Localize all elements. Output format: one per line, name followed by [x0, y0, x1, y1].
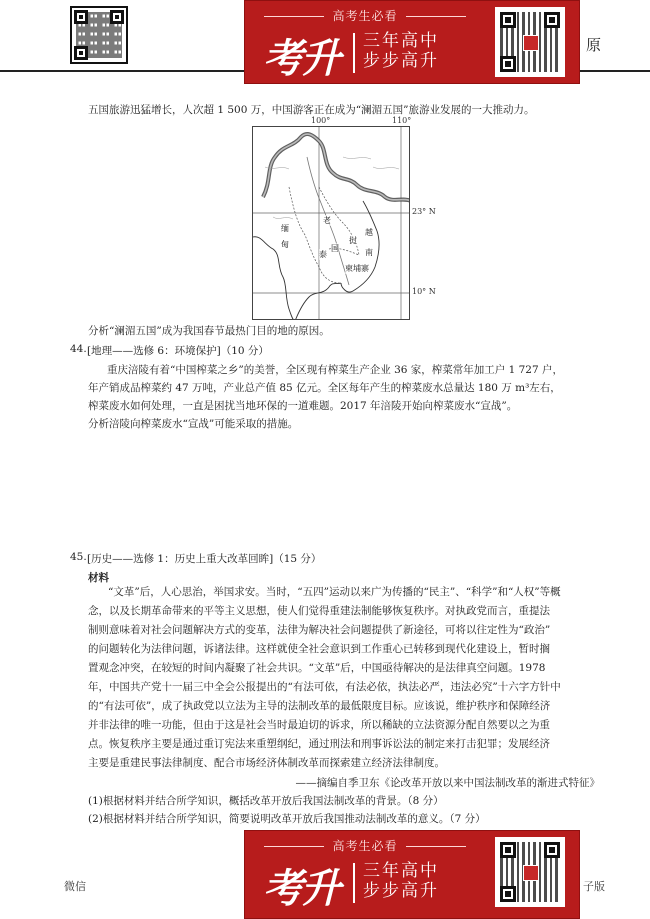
map-drawing	[253, 127, 410, 320]
q45-title: [历史——选修 1：历史上重大改革回眸]（15 分）	[87, 553, 322, 565]
label-laos: 老	[323, 216, 331, 225]
material-line: 制则意味着对社会问题解决方式的变革，法律为解决社会问题提供了新途径，可将以往定性为“政治”	[88, 624, 551, 636]
promo-banner-bottom[interactable]	[244, 830, 580, 919]
obscured-text-line: 2018 年春节假期，前境游首的地。 在过陆村为境旅游发布 澜湄五国 旅游报告显示，中国游客赴	[88, 88, 538, 100]
material-line: 主要是重建民事法律制度、配合市场经济体制改革而探索建立经济法律制度。	[88, 757, 445, 769]
banner-qr-code[interactable]	[495, 7, 565, 77]
q45-number: 45.	[70, 551, 87, 563]
qr-code-top-left[interactable]	[70, 6, 128, 64]
qr-finder	[500, 56, 516, 72]
banner-tagline: 高考生必看	[245, 7, 485, 24]
qr-finder	[544, 842, 560, 858]
material-line: 置观念冲突，在较短的时间内凝聚了社会共识。“文革”后，中国亟待解决的是法律真空问题。1978	[88, 662, 546, 674]
label-thailand: 泰	[319, 250, 327, 259]
q44-title: [地理——选修 6：环境保护]（10 分）	[87, 345, 269, 357]
qr-finder	[74, 46, 88, 60]
banner-slogan	[363, 31, 439, 71]
mekong-region-map	[252, 126, 410, 320]
label-cambodia: 柬埔寨	[345, 264, 369, 273]
q44-paragraph-line-3: 榨菜废水如何处理，一直是困扰当地环保的一道难题。2017 年涪陵开始向榨菜废水“宣战”。	[88, 400, 518, 412]
banner-slogan	[363, 861, 439, 901]
material-line: “文革”后，人心思治，举国求安。当时，“五四”运动以来广为传播的“民主”、“科学”和“人权”等概	[108, 586, 561, 598]
material-line: 的问题转化为法律问题，诉诸法律。这样就使全社会意识到工作重心已转移到现代化建设上，暂时搁	[88, 643, 550, 655]
label-vietnam-2: 南	[365, 248, 373, 257]
qr-finder	[500, 886, 516, 902]
label-vietnam: 越	[365, 228, 373, 237]
promo-banner-top[interactable]	[244, 0, 580, 84]
q43-question: 分析“澜湄五国”成为我国春节最热门目的地的原因。	[88, 325, 330, 337]
qr-finder	[544, 12, 560, 28]
slogan-line-1: 三年高中	[363, 861, 439, 881]
material-line: 念，以及长期革命带来的平等主义思想，使人们觉得重建法制能够恢复秩序。对执政党而言，重提法	[88, 605, 550, 617]
lon-100-label: 100°	[311, 116, 331, 125]
lat-23-label: 23° N	[412, 207, 436, 216]
material-line: 并非法律的唯一功能，但由于这是社会当时最迫切的诉求，所以稀缺的立法资源分配自然要以之为重	[88, 719, 550, 731]
footer-right-text: 子版	[583, 880, 605, 893]
qr-finder	[500, 12, 516, 28]
q44-paragraph-line-2: 年产销成品榨菜约 47 万吨，产业总产值 85 亿元。全区每年产生的榨菜废水总量达 180 万 m³左右，	[88, 382, 561, 394]
q44-number: 44.	[70, 343, 87, 355]
lat-10-label: 10° N	[412, 287, 436, 296]
q45-subquestion-1: (1)根据材料并结合所学知识，概括改革开放后我国法制改革的背景。（8 分）	[88, 795, 444, 807]
banner-tagline: 高考生必看	[245, 837, 485, 854]
q44-paragraph-line-1: 重庆涪陵有着“中国榨菜之乡”的美誉，全区现有榨菜生产企业 36 家，榨菜常年加工户 1 727 户，	[107, 364, 564, 376]
qr-finder	[74, 10, 88, 24]
label-thailand-2: 国	[331, 244, 339, 253]
slogan-line-2: 步步高升	[363, 51, 439, 71]
label-myanmar-2: 甸	[281, 240, 289, 249]
qr-finder	[500, 842, 516, 858]
q44-question: 分析涪陵向榨菜废水“宣战”可能采取的措施。	[88, 418, 299, 430]
brand-logo: 考升	[263, 866, 339, 912]
label-myanmar: 缅	[281, 224, 289, 233]
q45-subquestion-2: (2)根据材料并结合所学知识，简要说明改革开放后我国推动法制改革的意义。（7 分）	[88, 813, 486, 825]
label-laos-2: 挝	[349, 236, 357, 245]
material-line: 的“有法可依”，成了执政党以立法为主导的法制改革的最低限度目标。应该说，维护秩序和保障经济	[88, 700, 551, 712]
q45-source: ——摘编自季卫东《论改革开放以来中国法制改革的渐进式特征》	[295, 777, 600, 789]
q45-material-label: 材料	[88, 572, 109, 584]
qr-center-logo	[523, 865, 539, 881]
q45-material-body	[88, 583, 608, 773]
slogan-line-2: 步步高升	[363, 881, 439, 901]
material-line: 点。恢复秩序主要是通过重订宪法来重塑纲纪，通过刑法和刑事诉讼法的制定来打击犯罪；发展经济	[88, 738, 550, 750]
footer-left-text: 微信	[64, 880, 86, 893]
lon-110-label: 110°	[392, 116, 412, 125]
banner-divider	[353, 863, 355, 903]
qr-center-logo	[523, 35, 539, 51]
q43-intro-line: 五国旅游迅猛增长，人次超 1 500 万，中国游客正在成为“澜湄五国”旅游业发展的一大推动力。	[88, 104, 535, 116]
brand-logo: 考升	[263, 36, 339, 82]
partial-header-char: 原	[586, 36, 602, 54]
slogan-line-1: 三年高中	[363, 31, 439, 51]
banner-divider	[353, 33, 355, 73]
banner-qr-code[interactable]	[495, 837, 565, 907]
qr-finder	[110, 10, 124, 24]
material-line: 年，中国共产党十一届三中全会公报提出的“有法可依，有法必依，执法必严，违法必究”十六字方针中	[88, 681, 561, 693]
